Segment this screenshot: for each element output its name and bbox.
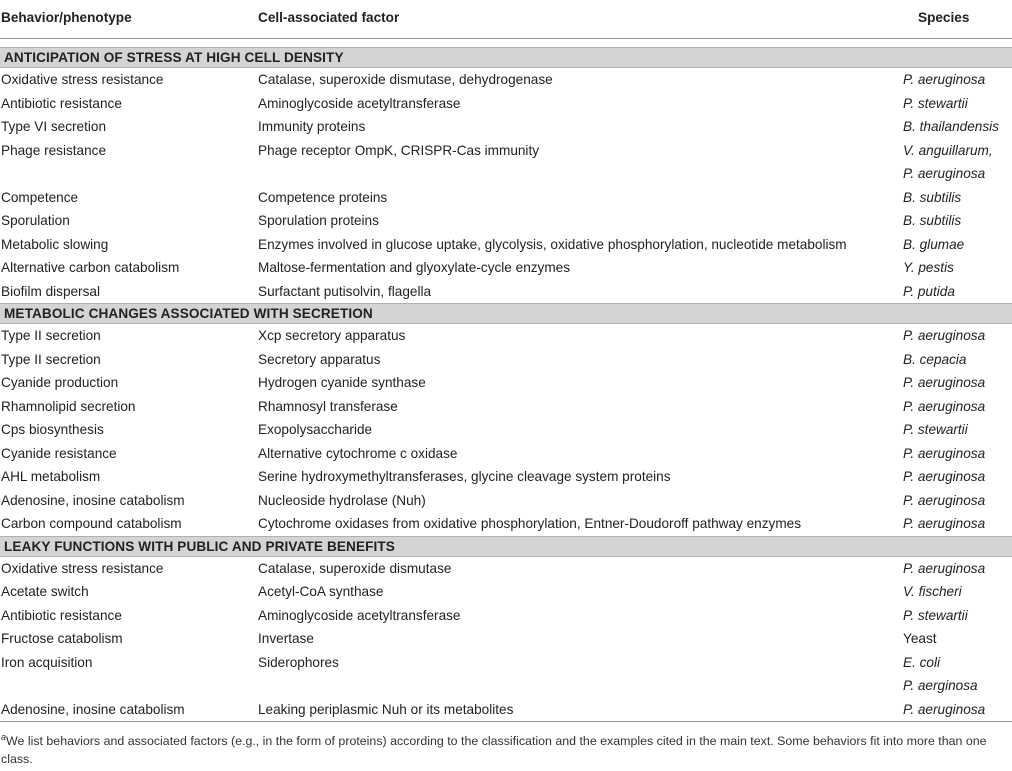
cell-factor: Aminoglycoside acetyltransferase [258, 607, 461, 623]
species-name: P. putida [903, 283, 955, 299]
section-header [0, 303, 1012, 324]
cell-factor: Exopolysaccharide [258, 422, 373, 437]
cell-species [903, 371, 985, 395]
header-behavior: Behavior/phenotype [1, 10, 132, 25]
species-name: Y. pestis [903, 260, 954, 275]
table-footnote [0, 728, 1011, 768]
cell-species [903, 557, 985, 581]
cell-species [903, 489, 985, 513]
table-row [0, 651, 1012, 698]
species-name: V. anguillarum, [903, 142, 993, 158]
cell-factor: Siderophores [258, 654, 339, 670]
cell-factor: Xcp secretory apparatus [258, 328, 406, 343]
cell-behavior: Type II secretion [1, 328, 101, 343]
species-name: P. aeruginosa [903, 328, 986, 343]
table-row [0, 256, 1012, 280]
table-bottom-rule [0, 721, 1012, 722]
cell-behavior: Type VI secretion [1, 119, 107, 134]
table-row [0, 489, 1012, 513]
cell-species [903, 395, 985, 419]
table-row [0, 348, 1012, 372]
section-title: METABOLIC CHANGES ASSOCIATED WITH SECRETION [4, 306, 373, 321]
table-row [0, 139, 1012, 186]
cell-species [903, 627, 937, 651]
cell-species [903, 115, 999, 139]
table-row [0, 418, 1012, 442]
cell-species [903, 324, 985, 348]
species-name: P. aeruginosa [903, 166, 986, 181]
cell-factor: Sporulation proteins [258, 213, 379, 228]
cell-factor: Immunity proteins [258, 119, 366, 134]
section-title: LEAKY FUNCTIONS WITH PUBLIC AND PRIVATE BENEFITS [4, 538, 395, 554]
table-row [0, 512, 1012, 536]
cell-behavior: Antibiotic resistance [1, 95, 122, 111]
cell-factor: Cytochrome oxidases from oxidative phosphorylation, Entner-Doudoroff pathway enzymes [258, 516, 802, 531]
cell-factor: Rhamnosyl transferase [258, 398, 398, 414]
species-name: B. subtilis [903, 189, 962, 205]
species-name: P. aeruginosa [903, 492, 986, 508]
cell-behavior: Phage resistance [1, 142, 107, 158]
table-row [0, 209, 1012, 233]
table-row [0, 465, 1012, 489]
cell-behavior: Acetate switch [1, 584, 89, 599]
table-row [0, 68, 1012, 92]
header-spacer [0, 39, 1012, 47]
cell-species [903, 92, 968, 116]
cell-behavior: Cyanide production [1, 375, 119, 390]
table-row [0, 604, 1012, 628]
table-row [0, 233, 1012, 257]
species-name: P. aerginosa [903, 678, 978, 693]
table-row [0, 395, 1012, 419]
species-name: E. coli [903, 654, 941, 670]
cell-behavior: Oxidative stress resistance [1, 560, 164, 576]
cell-factor: Hydrogen cyanide synthase [258, 375, 426, 390]
table-row [0, 371, 1012, 395]
table-row [0, 580, 1012, 604]
cell-behavior: Antibiotic resistance [1, 607, 122, 623]
cell-factor: Alternative cytochrome c oxidase [258, 445, 458, 461]
section-header [0, 47, 1012, 68]
cell-species [903, 139, 993, 186]
species-name: P. aeruginosa [903, 398, 986, 414]
footnote-text: We list behaviors and associated factors (e.g., in the form of proteins) according to the classification and the examples cited in the main text. Some behaviors fit into more than one class. [1, 734, 987, 767]
cell-species [903, 68, 985, 92]
cell-behavior: Adenosine, inosine catabolism [1, 492, 185, 508]
cell-behavior: Cps biosynthesis [1, 422, 104, 437]
cell-species [903, 442, 985, 466]
cell-species [903, 698, 985, 722]
cell-factor: Leaking periplasmic Nuh or its metabolites [258, 701, 514, 717]
species-name: P. aeruginosa [903, 469, 986, 484]
species-name: B. subtilis [903, 213, 962, 228]
cell-species [903, 233, 964, 257]
table-header-row [0, 0, 1012, 39]
cell-factor: Aminoglycoside acetyltransferase [258, 95, 461, 111]
table-row [0, 92, 1012, 116]
cell-behavior: Iron acquisition [1, 654, 93, 670]
cell-factor: Invertase [258, 631, 314, 646]
cell-factor: Acetyl-CoA synthase [258, 584, 384, 599]
cell-species [903, 280, 955, 304]
cell-behavior: Alternative carbon catabolism [1, 260, 180, 275]
cell-species [903, 580, 962, 604]
cell-factor: Serine hydroxymethyltransferases, glycine cleavage system proteins [258, 469, 671, 484]
cell-behavior: Cyanide resistance [1, 445, 117, 461]
header-species: Species [918, 10, 970, 25]
cell-behavior: Rhamnolipid secretion [1, 398, 136, 414]
species-name: P. aeruginosa [903, 72, 986, 87]
species-name: P. stewartii [903, 95, 968, 111]
table-row [0, 324, 1012, 348]
table-row [0, 186, 1012, 210]
table-row [0, 557, 1012, 581]
cell-species [903, 209, 961, 233]
cell-species [903, 604, 968, 628]
species-name: P. stewartii [903, 422, 968, 437]
species-name: B. cepacia [903, 351, 967, 367]
cell-species [903, 512, 985, 536]
cell-behavior: Fructose catabolism [1, 631, 123, 646]
table-row [0, 280, 1012, 304]
species-name: P. stewartii [903, 607, 968, 623]
section-header [0, 536, 1012, 557]
cell-behavior: Carbon compound catabolism [1, 516, 182, 531]
cell-factor: Catalase, superoxide dismutase [258, 560, 452, 576]
cell-factor: Surfactant putisolvin, flagella [258, 283, 432, 299]
species-name: P. aeruginosa [903, 375, 986, 390]
cell-species [903, 348, 966, 372]
cell-species [903, 186, 961, 210]
cell-species [903, 465, 985, 489]
species-name: P. aeruginosa [903, 445, 986, 461]
cell-behavior: Competence [1, 189, 79, 205]
table-row [0, 115, 1012, 139]
species-name: P. aeruginosa [903, 516, 986, 531]
species-name: P. aeruginosa [903, 560, 986, 576]
species-name: B. thailandensis [903, 119, 999, 134]
footnote-marker: a [1, 732, 7, 742]
table-body [0, 47, 1012, 721]
species-name: P. aeruginosa [903, 701, 986, 717]
cell-behavior: Type II secretion [1, 351, 101, 367]
cell-factor: Secretory apparatus [258, 351, 381, 367]
header-factor: Cell-associated factor [258, 10, 400, 25]
species-name: B. glumae [903, 236, 965, 252]
table-row [0, 627, 1012, 651]
cell-factor: Phage receptor OmpK, CRISPR-Cas immunity [258, 142, 540, 158]
cell-factor: Enzymes involved in glucose uptake, glycolysis, oxidative phosphorylation, nucleotide metabolism [258, 236, 847, 252]
cell-behavior: Biofilm dispersal [1, 283, 100, 299]
cell-factor: Competence proteins [258, 189, 388, 205]
section-title: ANTICIPATION OF STRESS AT HIGH CELL DENSITY [4, 50, 344, 65]
table-row [0, 698, 1012, 722]
table-row [0, 442, 1012, 466]
species-name: V. fischeri [903, 584, 962, 599]
cell-factor: Maltose-fermentation and glyoxylate-cycle enzymes [258, 260, 571, 275]
cell-behavior: AHL metabolism [1, 469, 101, 484]
cell-factor: Nucleoside hydrolase (Nuh) [258, 492, 426, 508]
cell-species [903, 418, 968, 442]
species-name: Yeast [903, 631, 937, 646]
cell-behavior: Sporulation [1, 213, 70, 228]
cell-behavior: Oxidative stress resistance [1, 72, 164, 87]
cell-behavior: Adenosine, inosine catabolism [1, 701, 185, 717]
cell-species [903, 256, 954, 280]
cell-factor: Catalase, superoxide dismutase, dehydrogenase [258, 72, 553, 87]
cell-behavior: Metabolic slowing [1, 236, 109, 252]
cell-species [903, 651, 978, 698]
